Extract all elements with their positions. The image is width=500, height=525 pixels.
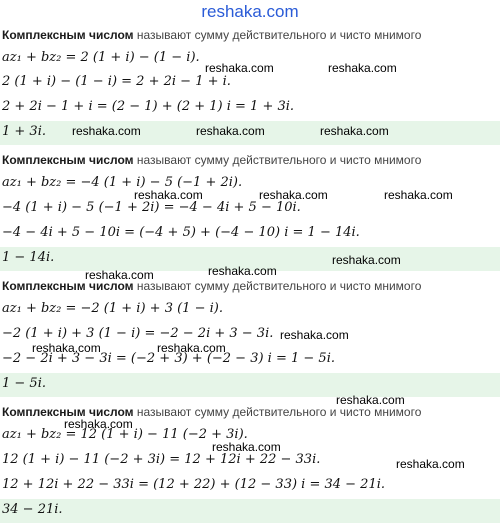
watermark: reshaka.com	[396, 457, 465, 471]
math-line: −4 − 4i + 5 − 10i = (−4 + 5) + (−4 − 10) i = 1 − 14i.	[2, 225, 360, 240]
answer-box	[0, 373, 500, 397]
watermark: reshaka.com	[134, 188, 203, 202]
definition-bold: Комплексным числом	[2, 279, 134, 293]
definition-line	[2, 153, 421, 167]
watermark: reshaka.com	[332, 253, 401, 267]
math-line: 12 + 12i + 22 − 33i = (12 + 22) + (12 − 33) i = 34 − 21i.	[2, 477, 386, 492]
watermark: reshaka.com	[259, 188, 328, 202]
definition-line	[2, 279, 421, 293]
watermark: reshaka.com	[64, 417, 133, 431]
watermark: reshaka.com	[205, 61, 274, 75]
watermark: reshaka.com	[280, 328, 349, 342]
answer-text: 1 − 5i.	[2, 376, 46, 391]
definition-rest: называют сумму действительного и чисто мнимого	[133, 279, 422, 293]
definition-rest: называют сумму действительного и чисто мнимого	[133, 405, 422, 419]
watermark: reshaka.com	[72, 124, 141, 138]
math-line: 12 (1 + i) − 11 (−2 + 3i) = 12 + 12i + 22 − 33i.	[2, 452, 321, 467]
watermark: reshaka.com	[336, 393, 405, 407]
definition-rest: называют сумму действительного и чисто мнимого	[133, 153, 422, 167]
watermark: reshaka.com	[384, 188, 453, 202]
answer-text: 1 − 14i.	[2, 250, 55, 265]
definition-bold: Комплексным числом	[2, 405, 134, 419]
math-line: az₁ + bz₂ = 2 (1 + i) − (1 − i).	[2, 50, 200, 65]
watermark: reshaka.com	[196, 124, 265, 138]
watermark: reshaka.com	[32, 341, 101, 355]
definition-line	[2, 28, 421, 42]
math-line: 2 + 2i − 1 + i = (2 − 1) + (2 + 1) i = 1 + 3i.	[2, 99, 295, 114]
definition-bold: Комплексным числом	[2, 28, 134, 42]
math-line: −4 (1 + i) − 5 (−1 + 2i) = −4 − 4i + 5 − 10i.	[2, 200, 301, 215]
math-line: az₁ + bz₂ = −4 (1 + i) − 5 (−1 + 2i).	[2, 175, 243, 190]
watermark: reshaka.com	[208, 264, 277, 278]
watermark: reshaka.com	[85, 268, 154, 282]
math-line: az₁ + bz₂ = 12 (1 + i) − 11 (−2 + 3i).	[2, 427, 248, 442]
watermark: reshaka.com	[320, 124, 389, 138]
definition-rest: называют сумму действительного и чисто мнимого	[133, 28, 422, 42]
watermark: reshaka.com	[212, 440, 281, 454]
answer-text: 34 − 21i.	[2, 502, 63, 517]
definition-bold: Комплексным числом	[2, 153, 134, 167]
site-watermark-top: reshaka.com	[201, 2, 299, 21]
watermark: reshaka.com	[328, 61, 397, 75]
math-line: −2 (1 + i) + 3 (1 − i) = −2 − 2i + 3 − 3i.	[2, 326, 274, 341]
watermark: reshaka.com	[157, 341, 226, 355]
answer-box	[0, 499, 500, 523]
answer-text: 1 + 3i.	[2, 124, 46, 139]
math-line: az₁ + bz₂ = −2 (1 + i) + 3 (1 − i).	[2, 301, 223, 316]
math-line: −2 − 2i + 3 − 3i = (−2 + 3) + (−2 − 3) i = 1 − 5i.	[2, 351, 335, 366]
math-line: 2 (1 + i) − (1 − i) = 2 + 2i − 1 + i.	[2, 74, 231, 89]
